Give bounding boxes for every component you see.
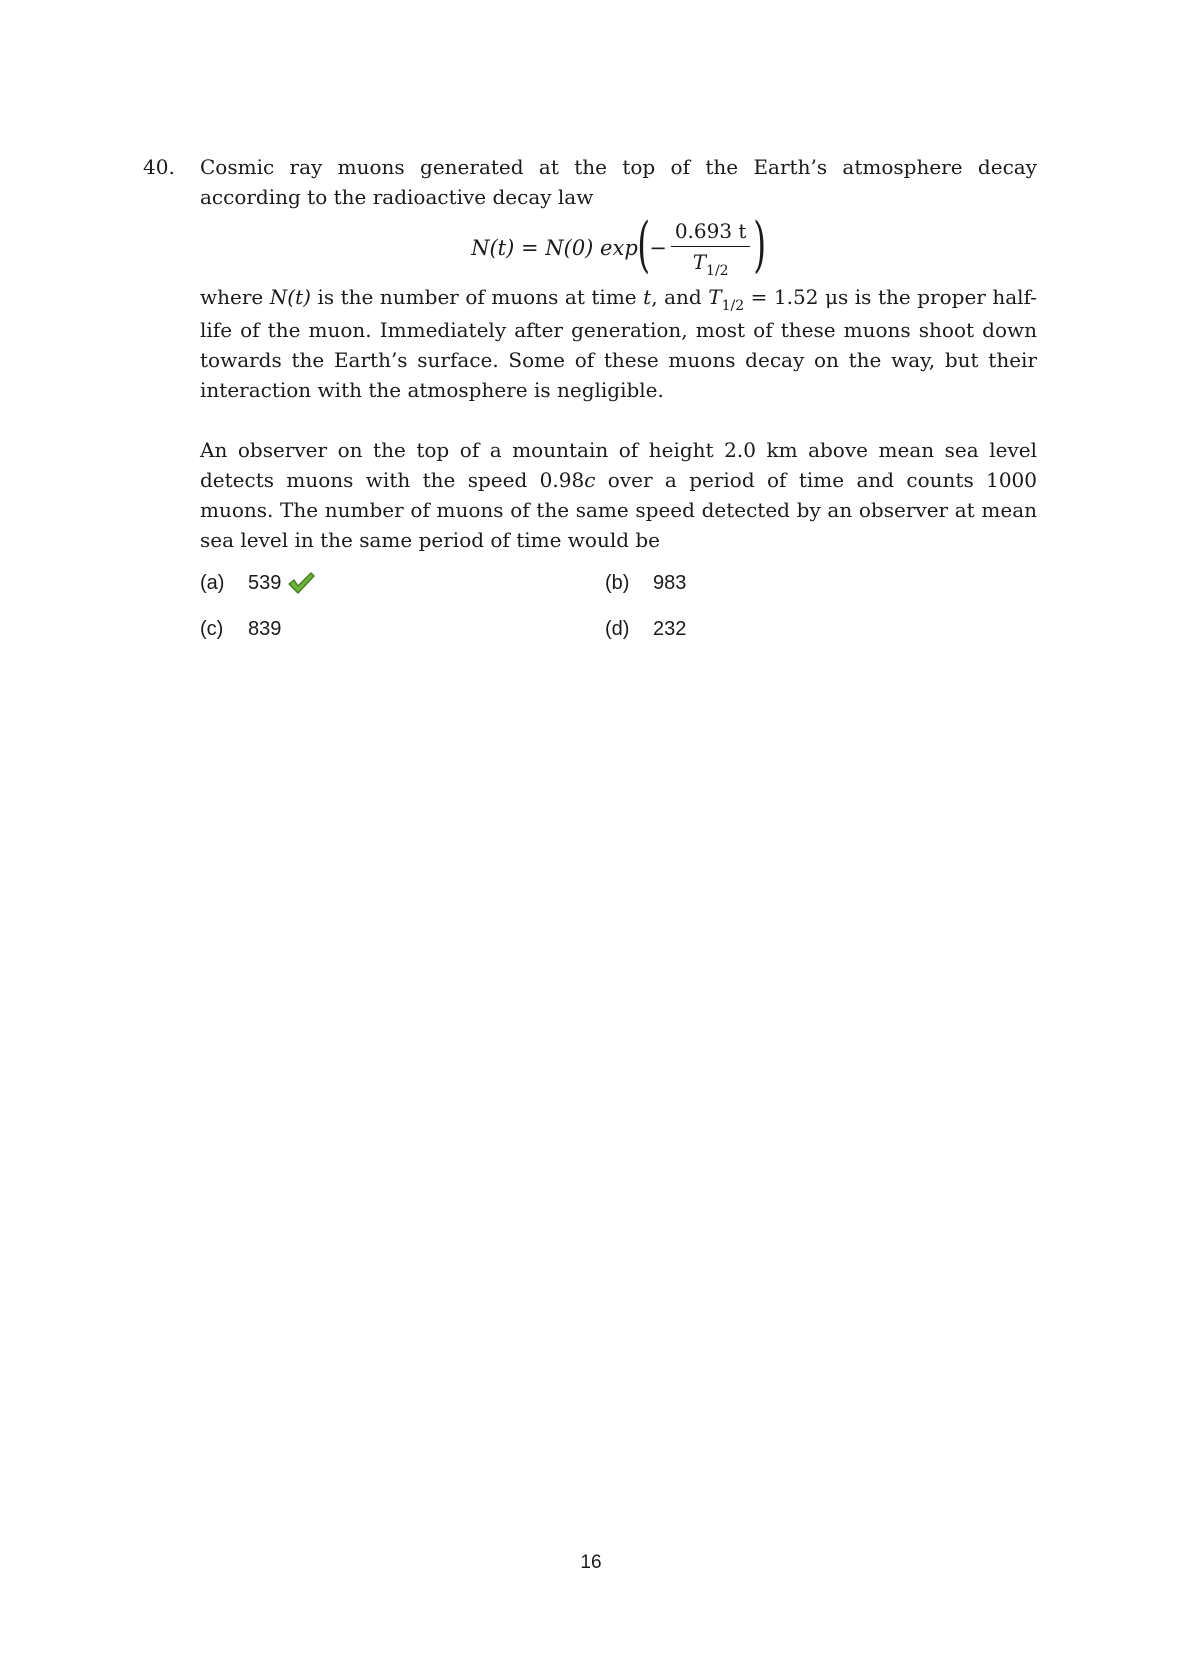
option-label: (a) bbox=[200, 571, 225, 594]
option-b[interactable] bbox=[605, 568, 686, 598]
question-number: 40. bbox=[143, 155, 175, 179]
equation-fraction bbox=[671, 218, 751, 278]
text-span: An observer on the top of a mountain of height 2.0 km above mean sea level detects muons with the speed 0.98 bbox=[200, 438, 1037, 492]
paragraph-gap bbox=[200, 405, 1037, 435]
decay-law-equation bbox=[200, 210, 1037, 282]
math-c: c bbox=[584, 468, 596, 492]
math-t: t bbox=[643, 285, 652, 309]
denominator-base: T bbox=[692, 250, 707, 274]
green-check-icon bbox=[287, 570, 315, 596]
option-d[interactable] bbox=[605, 614, 686, 644]
question-body bbox=[200, 152, 1037, 555]
option-c[interactable] bbox=[200, 614, 281, 644]
text-span: , and bbox=[651, 285, 709, 309]
option-value: 839 bbox=[248, 617, 282, 640]
question-paragraph-2 bbox=[200, 435, 1037, 555]
question-paragraph-1 bbox=[200, 282, 1037, 405]
option-value: 983 bbox=[653, 571, 687, 594]
math-T-sub: 1/2 bbox=[721, 298, 745, 314]
left-paren: ( bbox=[637, 210, 650, 280]
question-intro: Cosmic ray muons generated at the top of the Earth’s atmosphere decay according to the radioactive decay law bbox=[200, 155, 1037, 209]
option-value: 539 bbox=[248, 571, 282, 594]
math-T: T bbox=[708, 285, 722, 309]
right-paren: ) bbox=[753, 210, 767, 280]
fraction-denominator bbox=[693, 247, 729, 278]
option-a[interactable] bbox=[200, 568, 315, 598]
page-number: 16 bbox=[580, 1552, 602, 1573]
equation-lhs: N(t) = N(0) exp bbox=[471, 236, 638, 260]
denominator-sub: 1/2 bbox=[706, 263, 729, 279]
text-span: = 1.52 μs is the proper half-life of the muon. Immediately after generation, most of these muons shoot down towards the Earth’s surface. Some of these muons decay on the way, but their interaction with the atmosphere is negligible. bbox=[200, 285, 1038, 402]
equation-minus: − bbox=[649, 236, 667, 260]
option-label: (d) bbox=[605, 617, 630, 640]
option-label: (c) bbox=[200, 617, 224, 640]
option-label: (b) bbox=[605, 571, 630, 594]
option-value: 232 bbox=[653, 617, 687, 640]
math-n-t: N(t) bbox=[269, 285, 311, 309]
fraction-numerator: 0.693 t bbox=[671, 218, 751, 247]
text-span: where bbox=[200, 285, 270, 309]
text-span: is the number of muons at time bbox=[310, 285, 644, 309]
text-span: over a period of time and counts 1000 muons. The number of muons of the same speed detected by an observer at mean sea level in the same period of time would be bbox=[200, 468, 1038, 552]
